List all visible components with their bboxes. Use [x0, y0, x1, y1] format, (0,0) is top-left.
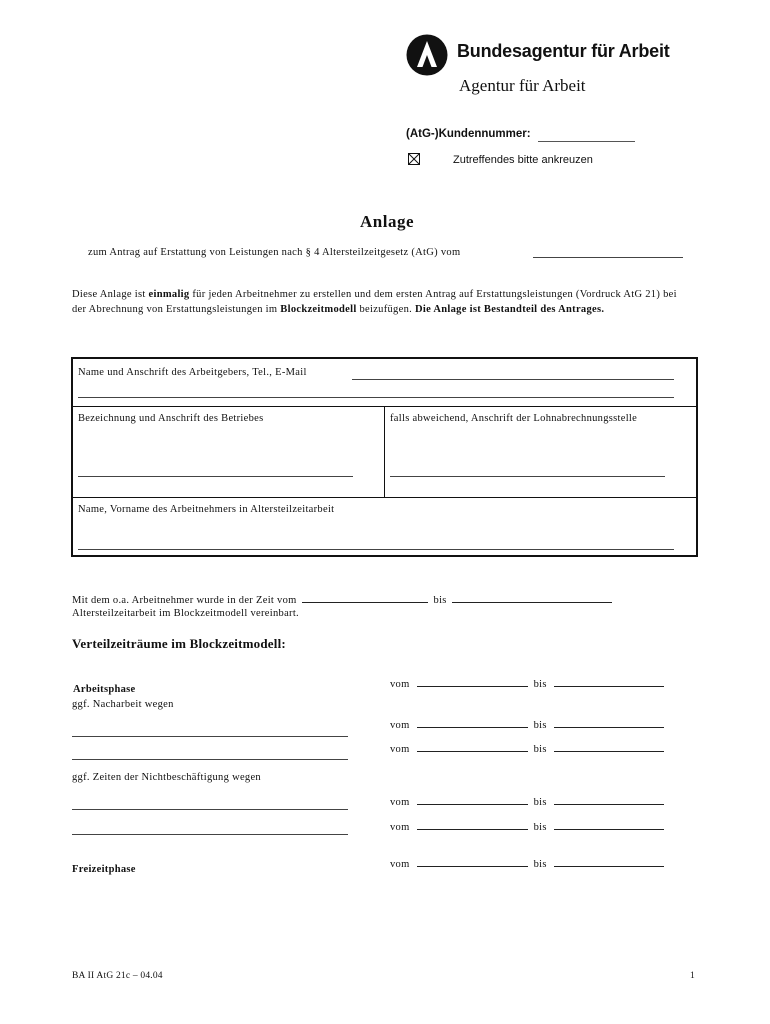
non-employment-range-1: vom bis — [390, 797, 664, 808]
employer-field-2[interactable] — [78, 397, 674, 398]
employee-label: Name, Vorname des Arbeitnehmers in Altersteilzeitarbeit — [78, 504, 335, 515]
work-phase-range: vom bis — [390, 679, 664, 690]
non-employment-1-to-field[interactable] — [554, 804, 664, 805]
checkbox-hint: Zutreffendes bitte ankreuzen — [453, 154, 593, 166]
overtime-2-to-field[interactable] — [554, 751, 664, 752]
form-vertical-divider — [384, 406, 385, 497]
form-divider-2 — [72, 497, 697, 498]
employer-label: Name und Anschrift des Arbeitgebers, Tel., E-Mail — [78, 367, 307, 378]
overtime-range-1: vom bis — [390, 720, 664, 731]
agreement-from-field[interactable] — [302, 602, 428, 603]
overtime-label: ggf. Nacharbeit wegen — [72, 699, 174, 710]
application-date-field[interactable] — [533, 257, 683, 258]
agreement-line: Mit dem o.a. Arbeitnehmer wurde in der Zeit vom bis — [72, 595, 612, 606]
org-name: Bundesagentur für Arbeit — [457, 41, 670, 61]
periods-heading: Verteilzeiträume im Blockzeitmodell: — [72, 636, 286, 651]
free-phase-range: vom bis — [390, 859, 664, 870]
overtime-reason-field-1[interactable] — [72, 736, 348, 737]
payroll-field[interactable] — [390, 476, 665, 477]
subtitle: zum Antrag auf Erstattung von Leistungen nach § 4 Altersteilzeitgesetz (AtG) vom — [88, 247, 461, 258]
non-employment-2-from-field[interactable] — [417, 829, 528, 830]
checkbox-crossed-icon — [408, 153, 420, 165]
non-employment-2-to-field[interactable] — [554, 829, 664, 830]
work-phase-label: Arbeitsphase — [73, 684, 136, 695]
agreement-to-field[interactable] — [452, 602, 612, 603]
page-number: 1 — [690, 971, 695, 981]
overtime-1-to-field[interactable] — [554, 727, 664, 728]
free-phase-label: Freizeitphase — [72, 864, 136, 875]
non-employment-1-from-field[interactable] — [417, 804, 528, 805]
business-label: Bezeichnung und Anschrift des Betriebes — [78, 413, 264, 424]
non-employment-range-2: vom bis — [390, 822, 664, 833]
overtime-range-2: vom bis — [390, 744, 664, 755]
employee-field[interactable] — [78, 549, 674, 550]
free-phase-to-field[interactable] — [554, 866, 664, 867]
overtime-reason-field-2[interactable] — [72, 759, 348, 760]
overtime-1-from-field[interactable] — [417, 727, 528, 728]
employer-field-1[interactable] — [352, 379, 674, 380]
agreement-line-2: Altersteilzeitarbeit im Blockzeitmodell vereinbart. — [72, 608, 299, 619]
work-phase-to-field[interactable] — [554, 686, 664, 687]
free-phase-from-field[interactable] — [417, 866, 528, 867]
page-title: Anlage — [360, 212, 414, 231]
non-employment-reason-field-1[interactable] — [72, 809, 348, 810]
customer-number-label: (AtG-)Kundennummer: — [406, 128, 531, 140]
intro-paragraph: Diese Anlage ist einmalig für jeden Arbeitnehmer zu erstellen und dem ersten Antrag auf Erstattungsleistungen (Vordruck AtG 21) bei der Abrechnung von Erstattungsleistungen im Blockzeitmodell beizufügen. Die Anlage ist Bestandteil des Antrages. — [72, 289, 677, 315]
business-field[interactable] — [78, 476, 353, 477]
non-employment-reason-field-2[interactable] — [72, 834, 348, 835]
bundesagentur-logo-icon — [406, 34, 448, 76]
form-code: BA II AtG 21c – 04.04 — [72, 971, 163, 981]
payroll-label: falls abweichend, Anschrift der Lohnabrechnungsstelle — [390, 413, 638, 424]
agency-name: Agentur für Arbeit — [459, 76, 586, 95]
work-phase-from-field[interactable] — [417, 686, 528, 687]
non-employment-label: ggf. Zeiten der Nichtbeschäftigung wegen — [72, 772, 261, 783]
customer-number-field[interactable] — [538, 141, 635, 142]
overtime-2-from-field[interactable] — [417, 751, 528, 752]
